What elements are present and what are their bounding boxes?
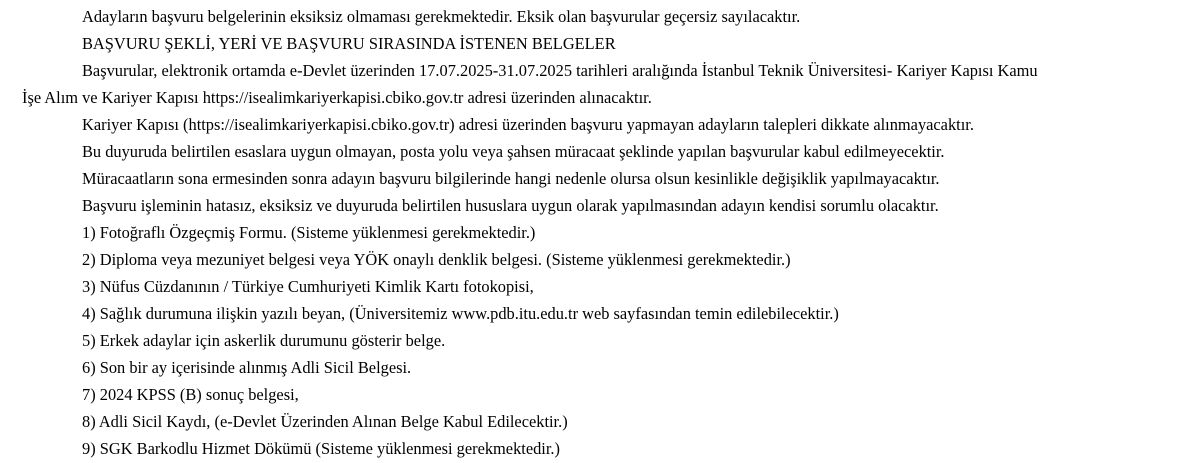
list-item: 1) Fotoğraflı Özgeçmiş Formu. (Sisteme yüklenmesi gerekmektedir.)	[82, 223, 536, 242]
paragraph-rejected-applications: Bu duyuruda belirtilen esaslara uygun olmayan, posta yolu veya şahsen müracaat şeklinde yapılan başvurular kabul edilmeyecektir.	[82, 142, 945, 161]
list-item: 4) Sağlık durumuna ilişkin yazılı beyan, (Üniversitemiz www.pdb.itu.edu.tr web sayfasından temin edilebilecektir.)	[82, 304, 839, 323]
paragraph-application-method-continued: İşe Alım ve Kariyer Kapısı https://isealimkariyerkapisi.cbiko.gov.tr adresi üzerinden alınacaktır.	[22, 88, 652, 107]
section-heading: BAŞVURU ŞEKLİ, YERİ VE BAŞVURU SIRASINDA İSTENEN BELGELER	[82, 34, 616, 53]
list-item: 9) SGK Barkodlu Hizmet Dökümü (Sisteme yüklenmesi gerekmektedir.)	[82, 439, 560, 458]
paragraph-application-method: Başvurular, elektronik ortamda e-Devlet üzerinden 17.07.2025-31.07.2025 tarihleri aralığında İstanbul Teknik Üniversitesi- Kariyer Kapısı Kamu	[82, 61, 1038, 80]
list-item: 6) Son bir ay içerisinde alınmış Adli Sicil Belgesi.	[82, 358, 412, 377]
list-item: 2) Diploma veya mezuniyet belgesi veya YÖK onaylı denklik belgesi. (Sisteme yüklenmesi gerekmektedir.)	[82, 250, 791, 269]
paragraph-no-changes: Müracaatların sona ermesinden sonra adayın başvuru bilgilerinde hangi nedenle olursa olsun kesinlikle değişiklik yapılmayacaktır.	[82, 169, 940, 188]
list-item: 8) Adli Sicil Kaydı, (e-Devlet Üzerinden Alınan Belge Kabul Edilecektir.)	[82, 412, 568, 431]
paragraph-responsibility: Başvuru işleminin hatasız, eksiksiz ve duyuruda belirtilen hususlara uygun olarak yapılmasından adayın kendisi sorumlu olacaktır.	[82, 196, 939, 215]
paragraph-kariyer-kapisi: Kariyer Kapısı (https://isealimkariyerkapisi.cbiko.gov.tr) adresi üzerinden başvuru yapmayan adayların talepleri dikkate alınmayacaktır.	[82, 115, 974, 134]
document-body	[0, 3, 1200, 462]
list-item: 3) Nüfus Cüzdanının / Türkiye Cumhuriyeti Kimlik Kartı fotokopisi,	[82, 277, 534, 296]
paragraph-incomplete-applications: Adayların başvuru belgelerinin eksiksiz olmaması gerekmektedir. Eksik olan başvurular geçersiz sayılacaktır.	[82, 7, 801, 26]
list-item: 7) 2024 KPSS (B) sonuç belgesi,	[82, 385, 299, 404]
list-item: 5) Erkek adaylar için askerlik durumunu gösterir belge.	[82, 331, 446, 350]
